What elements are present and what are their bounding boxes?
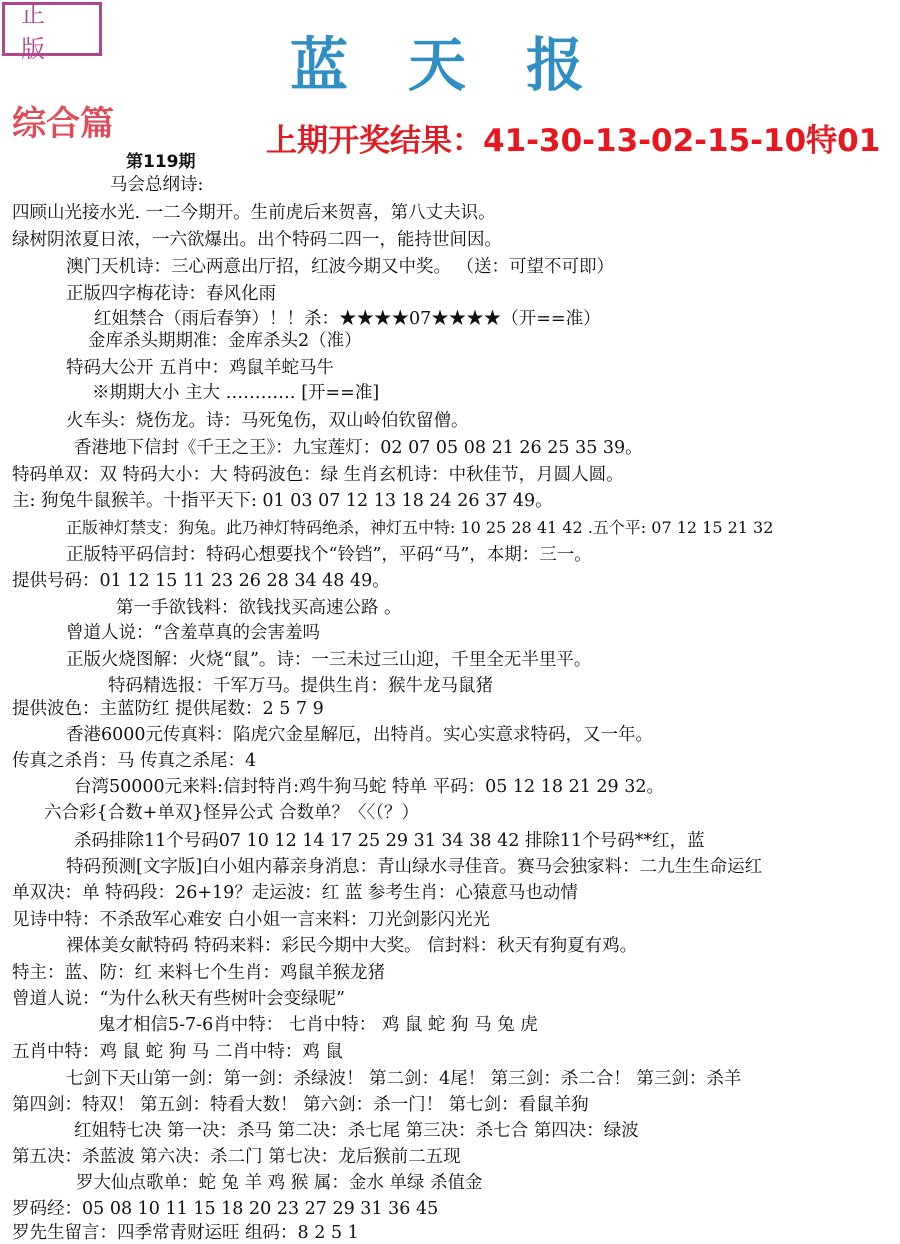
- text-line: 澳门天机诗：三心两意出厅招，红波今期又中奖。 （送：可望不可即）: [66, 257, 615, 277]
- text-line: 正版神灯禁支：狗兔。此乃神灯特码绝杀，神灯五中特: 10 25 28 41 42 .五个平: 07 12 15 21 32: [66, 518, 774, 537]
- text-line: 七剑下天山第一剑：第一剑：杀绿波！ 第二剑：4尾！ 第三剑：杀二合！ 第三剑：杀羊: [66, 1069, 742, 1089]
- text-line: 正版四字梅花诗：春风化雨: [66, 284, 276, 304]
- text-line: 第一手欲钱料：欲钱找买高速公路 。: [116, 598, 402, 618]
- text-line: 红姐特七决 第一决：杀马 第二决：杀七尾 第三决：杀七合 第四决：绿波: [74, 1121, 639, 1141]
- text-line: 特码单双：双 特码大小：大 特码波色：绿 生肖玄机诗：中秋佳节，月圆人圆。: [12, 465, 624, 485]
- text-line: 鬼才相信5-7-6肖中特： 七肖中特： 鸡 鼠 蛇 狗 马 兔 虎: [98, 1015, 538, 1035]
- text-line: ※期期大小 主大 ………… [开==准]: [92, 383, 380, 403]
- section-title: 综合篇: [12, 104, 114, 144]
- text-line: 第四剑：特双！ 第五剑：特看大数！ 第六剑：杀一门！ 第七剑：看鼠羊狗: [12, 1095, 589, 1115]
- text-line: 台湾50000元来料:信封特肖:鸡牛狗马蛇 特单 平码：05 12 18 21 29 32。: [74, 777, 665, 797]
- text-line: 见诗中特：不杀敌军心难安 白小姐一言来料：刀光剑影闪光光: [12, 910, 491, 930]
- text-line: 五肖中特：鸡 鼠 蛇 狗 马 二肖中特：鸡 鼠: [12, 1042, 343, 1062]
- text-line: 杀码排除11个号码07 10 12 14 17 25 29 31 34 38 42 排除11个号码**红，蓝: [74, 831, 705, 851]
- text-line: 特主：蓝、防：红 来料七个生肖：鸡鼠羊猴龙猪: [12, 963, 386, 983]
- text-line: 曾道人说：“含羞草真的会害羞吗: [66, 623, 320, 643]
- text-line: 马会总纲诗:: [110, 175, 204, 195]
- text-line: 特码精选报：千军万马。提供生肖：猴牛龙马鼠猪: [108, 676, 493, 696]
- text-line: 正版特平码信封：特码心想要找个“铃铛”，平码“马”，本期：三一。: [66, 545, 592, 565]
- text-line: 提供号码：01 12 15 11 23 26 28 34 48 49。: [12, 571, 390, 591]
- text-line: 香港6000元传真料：陷虎穴金星解厄，出特肖。实心实意求特码，又一年。: [66, 725, 654, 745]
- genuine-badge: 正版: [2, 2, 102, 56]
- issue-number: 第119期: [126, 152, 196, 172]
- last-result: 上期开奖结果：41-30-13-02-15-10特01: [266, 123, 881, 159]
- text-line: 金库杀头期期准：金库杀头2（准）: [88, 331, 362, 351]
- text-line: 特码预测[文字版]白小姐内幕亲身消息：青山绿水寻佳音。赛马会独家料：二九生生命运红: [66, 857, 763, 877]
- text-line: 红姐禁合（雨后春笋）！！杀：★★★★07★★★★（开==准）: [94, 309, 601, 329]
- text-line: 特码大公开 五肖中：鸡鼠羊蛇马牛: [66, 358, 335, 378]
- text-line: 罗大仙点歌单：蛇 兔 羊 鸡 猴 属：金水 单绿 杀值金: [76, 1173, 483, 1193]
- text-line: 曾道人说：“为什么秋天有些树叶会变绿呢”: [12, 989, 345, 1009]
- text-line: 主: 狗兔牛鼠猴羊。十指平天下: 01 03 07 12 13 18 24 26 37 49。: [12, 491, 553, 511]
- text-line: 罗码经：05 08 10 11 15 18 20 23 27 29 31 36 45: [12, 1199, 439, 1219]
- text-line: 火车头：烧伤龙。诗：马死兔伤，双山岭伯钦留僧。: [66, 411, 469, 431]
- text-line: 罗先生留言：四季常青财运旺 组码：8 2 5 1: [12, 1223, 359, 1243]
- text-line: 正版火烧图解：火烧“鼠”。诗：一三未过三山迎，千里全无半里平。: [66, 650, 592, 670]
- text-line: 香港地下信封《千王之王》：九宝莲灯：02 07 05 08 21 26 25 35 39。: [74, 438, 643, 458]
- text-line: 裸体美女献特码 特码来料：彩民今期中大奖。 信封料：秋天有狗夏有鸡。: [66, 936, 638, 956]
- text-line: 绿树阴浓夏日浓，一六欲爆出。出个特码二四一，能持世间因。: [12, 230, 502, 250]
- text-line: 单双决：单 特码段：26+19？走运波：红 蓝 参考生肖：心猿意马也动情: [12, 883, 578, 903]
- text-line: 四顾山光接水光. 一二今期开。生前虎后来贺喜，第八丈夫识。: [12, 203, 496, 223]
- page-title: 蓝天报: [290, 31, 645, 99]
- text-line: 传真之杀肖：马 传真之杀尾：4: [12, 751, 257, 771]
- text-line: 六合彩{合数+单双}怪异公式 合数单？〈〈（？）: [44, 803, 419, 823]
- text-line: 提供波色：主蓝防红 提供尾数：2 5 7 9: [12, 699, 324, 719]
- text-line: 第五决：杀蓝波 第六决：杀二门 第七决：龙后猴前二五现: [12, 1147, 461, 1167]
